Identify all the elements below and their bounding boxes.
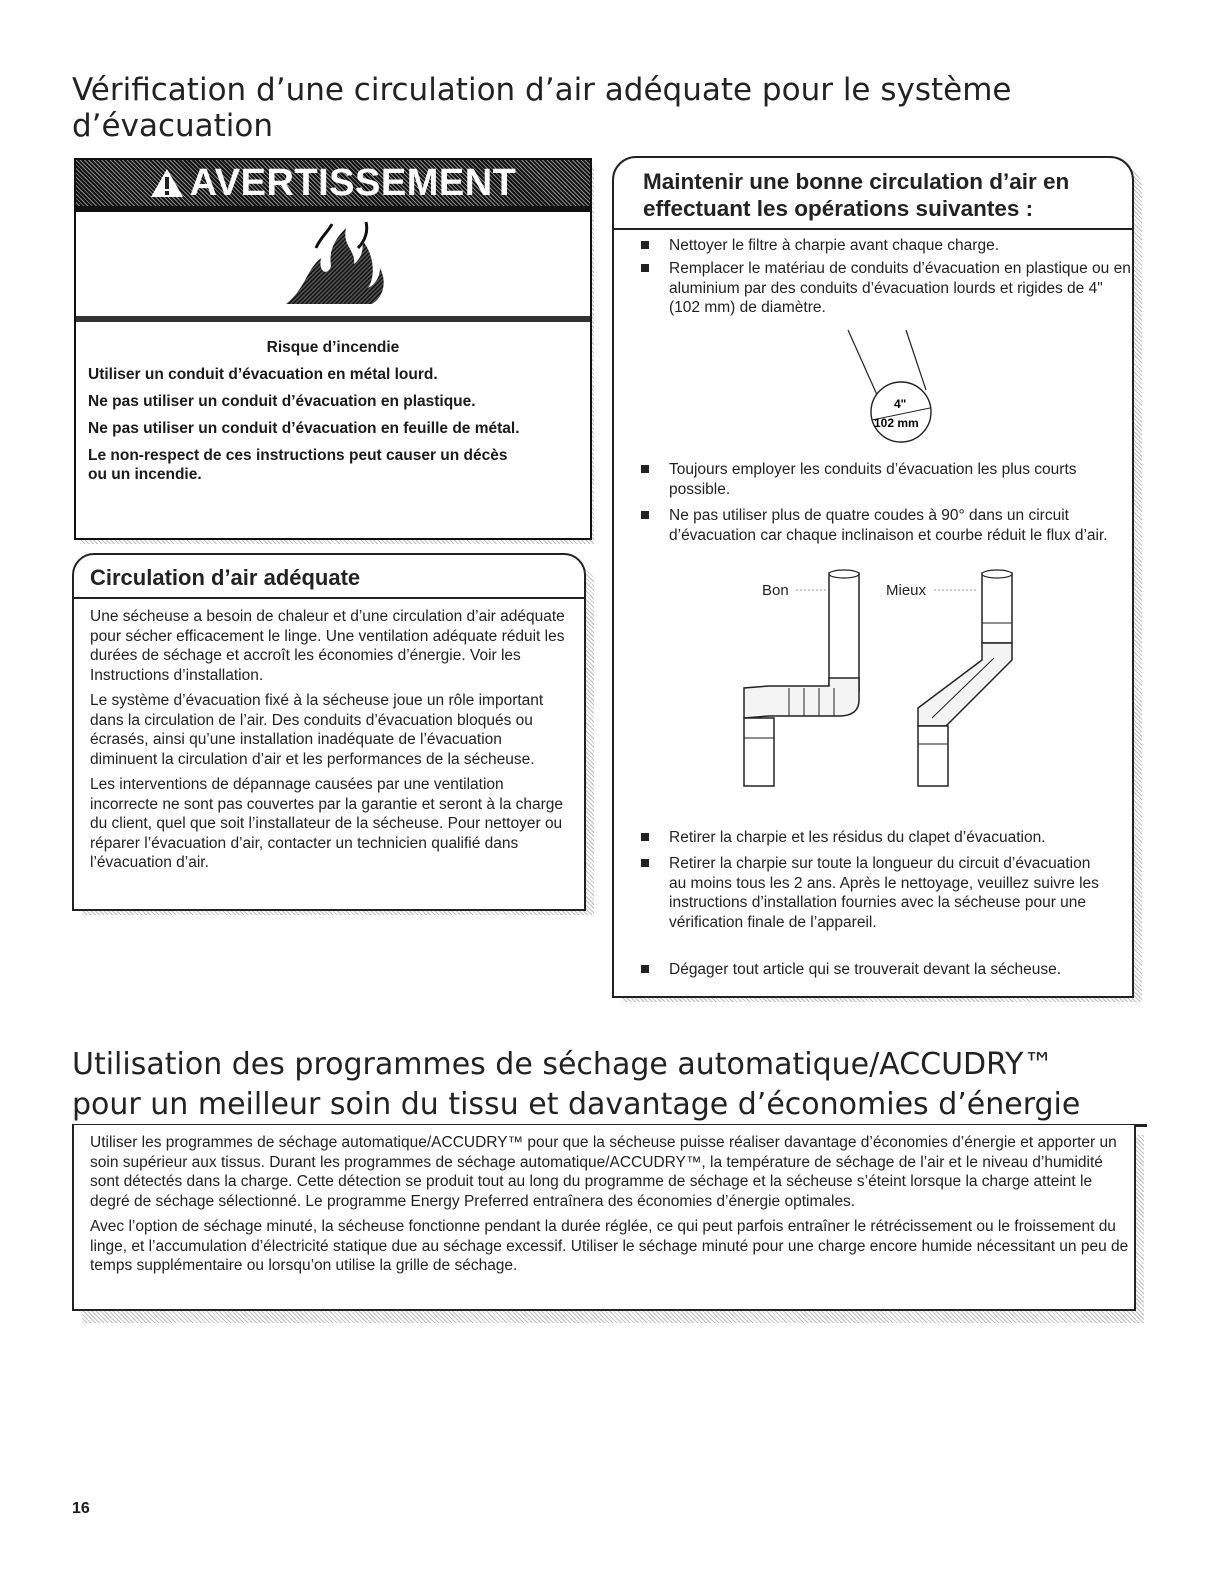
warning-line: Ne pas utiliser un conduit d’évacuation en plastique.: [88, 393, 476, 410]
list-item: Remplacer le matériau de conduits d’évacuation en plastique ou en aluminium par des conduits d’évacuation lourds et rigides de 4" (102 mm) de diamètre.: [641, 259, 1131, 318]
accudry-box: [72, 1125, 1147, 1330]
maintain-box: [612, 156, 1144, 1001]
warning-box: [72, 158, 593, 542]
fire-icon: [276, 218, 396, 308]
warning-line: Utiliser un conduit d’évacuation en métal lourd.: [88, 366, 438, 383]
elbow-better-diagram: [884, 568, 1044, 798]
maintain-title: Maintenir une bonne circulation d’air en effectuant les opérations suivantes :: [643, 169, 1070, 221]
accudry-paragraph: Avec l’option de séchage minuté, la sécheuse fonctionne pendant la durée réglée, ce qui peut parfois entraîner le rétrécissement ou le froissement du linge, et l’accumulation d’électricité statique due au séchage excessif. Utiliser le séchage minuté pour une charge encore humide nécessitant un peu de temps supplémentaire ou lorsqu’on utilise la grille de séchage.: [90, 1218, 1129, 1274]
list-item: Dégager tout article qui se trouverait devant la sécheuse.: [641, 960, 1131, 980]
circulation-box: [72, 553, 596, 913]
list-item: Nettoyer le filtre à charpie avant chaque charge.: [641, 236, 1131, 256]
warning-line: Ne pas utiliser un conduit d’évacuation en feuille de métal.: [88, 420, 520, 437]
circulation-paragraph: Une sécheuse a besoin de chaleur et d’une circulation d’air adéquate pour sécher efficacement le linge. Une ventilation adéquate réduit les durées de séchage et accroît les économies d’énergie. Voir les Instructions d’installation.: [90, 608, 565, 684]
warning-line: Le non-respect de ces instructions peut causer un décès ou un incendie.: [88, 447, 508, 483]
accudry-paragraph: Utiliser les programmes de séchage automatique/ACCUDRY™ pour que la sécheuse puisse réaliser davantage d’économies d’énergie et apporter un soin supérieur aux tissus. Durant les programmes de séchage automatique/ACCUDRY™, la température de séchage de l’air et le niveau d’humidité sont détectés dans la charge. Cette détection se produit tout au long du programme de séchage et la sécheuse s’éteint lorsque la charge atteint le degré de séchage sélectionné. Le programme Energy Preferred entraînera des économies d’énergie optimales.: [90, 1134, 1117, 1210]
circulation-paragraph: Le système d’évacuation fixé à la sécheuse joue un rôle important dans la circulation de l’air. Des conduits d’évacuation bloqués ou écrasés, ainsi qu’une installation inadéquate de l’évacuation diminuent la circulation d’air et les performances de la sécheuse.: [90, 692, 544, 768]
page-number: 16: [72, 1500, 90, 1517]
list-item: Ne pas utiliser plus de quatre coudes à 90° dans un circuit d’évacuation car chaque inclinaison et courbe réduit le flux d’air.: [641, 506, 1131, 545]
list-item: Retirer la charpie et les résidus du clapet d’évacuation.: [641, 828, 1131, 848]
duct-label-mm: 102 mm: [874, 416, 919, 430]
list-item: Toujours employer les conduits d’évacuation les plus courts possible.: [641, 460, 1131, 499]
page-title: Vérification d’une circulation d’air adéquate pour le système d’évacuation: [72, 72, 1012, 144]
circulation-title: Circulation d’air adéquate: [90, 565, 361, 590]
circulation-paragraph: Les interventions de dépannage causées par une ventilation incorrecte ne sont pas couvertes par la garantie et seront à la charge du client, quel que soit l’installateur de la sécheuse. Pour nettoyer ou réparer l’évacuation d’air, contacter un technicien qualifié dans l’évacuation d’air.: [90, 776, 564, 871]
duct-diameter-diagram: [846, 328, 946, 448]
accudry-title-line1: Utilisation des programmes de séchage automatique/ACCUDRY™: [72, 1047, 1054, 1082]
warning-title: AVERTISSEMENT: [189, 161, 517, 204]
elbow-good-diagram: [734, 568, 884, 798]
elbow-better-label: Mieux: [886, 582, 927, 599]
duct-label-in: 4": [894, 397, 907, 411]
accudry-title-line2: pour un meilleur soin du tissu et davantage d’économies d’énergie: [72, 1087, 1081, 1122]
warning-triangle-icon: [150, 168, 184, 198]
elbow-good-label: Bon: [762, 582, 789, 599]
risk-title: Risque d’incendie: [266, 339, 400, 356]
list-item: Retirer la charpie sur toute la longueur du circuit d’évacuation au moins tous les 2 ans. Après le nettoyage, veuillez suivre les instructions d’installation fournies avec la sécheuse pour une vérification finale de l’appareil.: [641, 854, 1131, 932]
